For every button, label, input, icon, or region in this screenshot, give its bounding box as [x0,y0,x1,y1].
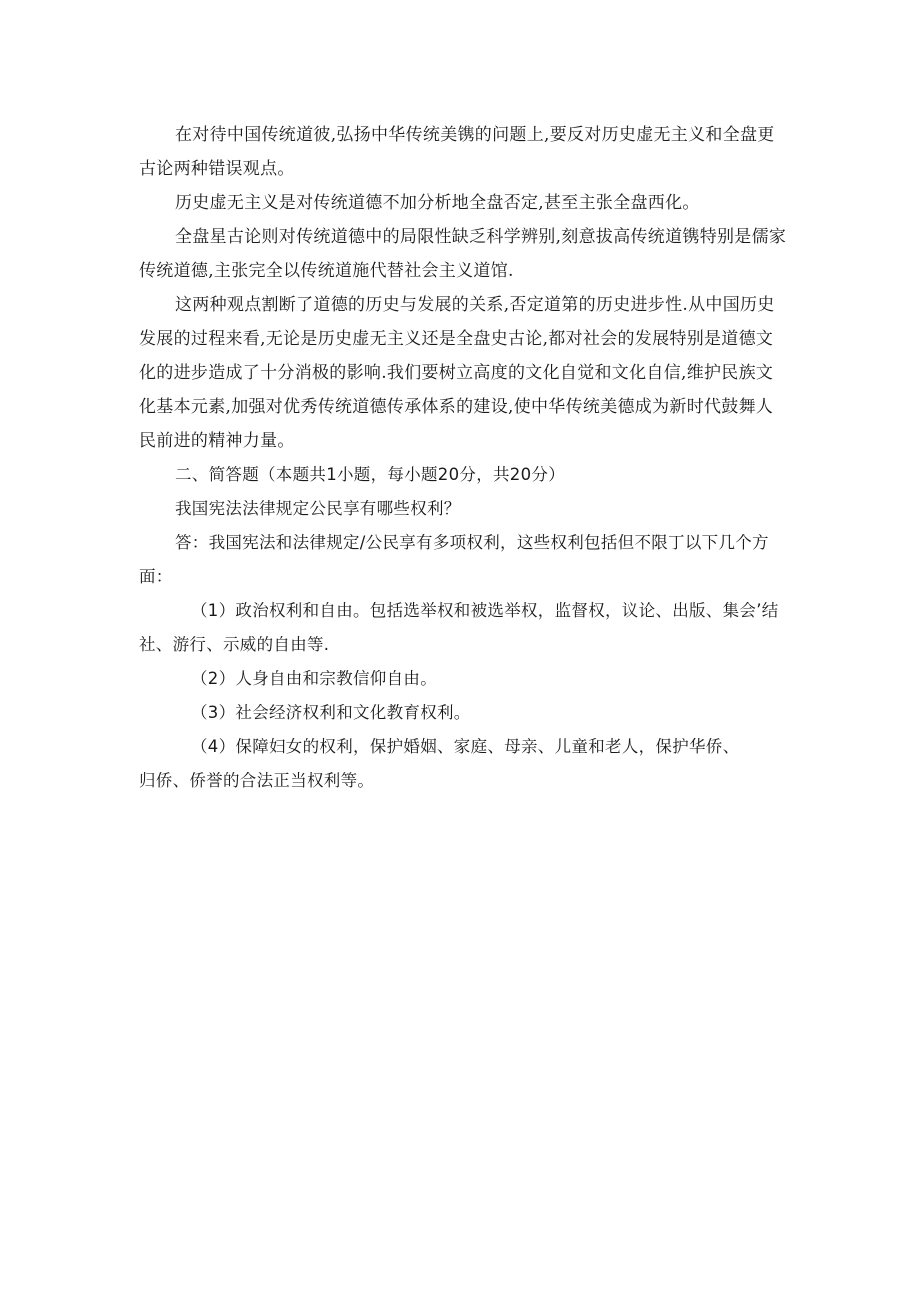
paragraph-line: 传统道德,主张完全以传统道施代替社会主义道馆. [139,261,514,281]
answer-item-line: （2）人身自由和宗教信仰自由。 [191,669,437,688]
answer-line: 答：我国宪法和法律规定/公民享有多项权利，这些权利包括但不限丁以下几个方 [175,533,769,552]
paragraph-3 [139,220,799,288]
paragraph-2 [139,186,799,220]
paragraph-line: 化基本元素,加强对优秀传统道德传承体系的建设,使中华传统美德成为新时代鼓舞人 [139,397,774,417]
paragraph-4 [139,288,799,458]
paragraph-line: 这两种观点割断了道德的历史与发展的关系,否定道第的历史进步性.从中国历史 [175,295,775,315]
document-body [139,118,799,798]
paragraph-line: 民前进的精神力量。 [139,431,295,451]
answer-item-4 [139,730,799,798]
question-text: 我国宪法法律规定公民享有哪些权利？ [175,499,461,518]
section-heading-text: 二、简答题（本题共1小题，每小题20分，共20分） [175,465,565,484]
paragraph-line: 化的进步造成了十分消极的影响.我们要树立高度的文化自觉和文化自信,维护民族文 [139,363,774,383]
answer-intro [139,526,799,594]
question [139,492,799,526]
answer-item-line: （3）社会经济权利和文化教育权利。 [191,703,471,722]
answer-item-3 [139,696,799,730]
answer-item-line: （4）保障妇女的权利，保护婚姻、家庭、母亲、儿童和老人，保护华侨、 [191,737,740,756]
paragraph-line: 在对待中国传统道彼,弘扬中华传统美镌的问题上,要反对历史虚无主义和全盘更 [175,125,775,145]
section-heading [139,458,799,492]
answer-item-line: 社、游行、示威的自由等. [139,635,330,654]
answer-item-line: 归侨、侨誉的合法正当权利等。 [139,771,375,790]
paragraph-line: 全盘星古论则对传统道德中的局限性缺乏科学辨别,刻意拔高传统道镌特别是儒家 [175,227,787,247]
answer-item-line: （1）政治权利和自由。包括选举权和被选举权，监督权，议论、出版、集会’结 [191,601,779,620]
answer-line: 面： [139,567,173,586]
paragraph-line: 发展的过程来看,无论是历史虚无主义还是全盘史古论,都对社会的发展特别是道德文 [139,329,774,349]
answer-item-2 [139,662,799,696]
answer-item-1 [139,594,799,662]
paragraph-line: 历史虚无主义是对传统道德不加分析地全盘否定,甚至主张全盘西化。 [175,193,700,213]
paragraph-1 [139,118,799,186]
paragraph-line: 古论两种错误观点。 [139,159,295,179]
